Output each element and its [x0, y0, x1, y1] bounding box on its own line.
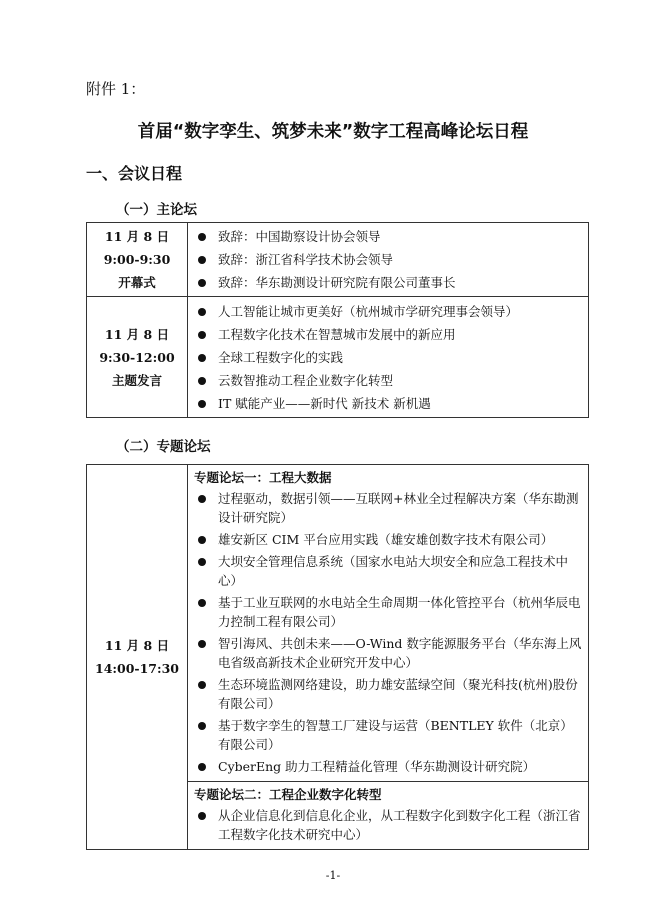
list-item: 基于工业互联网的水电站全生命周期一体化管控平台（杭州华辰电力控制工程有限公司）: [194, 593, 582, 631]
list-item: 大坝安全管理信息系统（国家水电站大坝安全和应急工程技术中心）: [194, 552, 582, 590]
agenda-list: [194, 300, 582, 415]
session-label: 主题发言: [111, 372, 162, 388]
time-cell: [87, 223, 188, 297]
session-label: 开幕式: [118, 275, 156, 290]
topic-forum-table: [86, 464, 589, 850]
agenda-list: [194, 225, 582, 294]
list-item: 致辞：浙江省科学技术协会领导: [194, 248, 582, 271]
date-label: 11 月 8 日: [104, 638, 170, 653]
list-item: 全球工程数字化的实践: [194, 346, 582, 369]
time-label: 9:30-12:00: [99, 349, 175, 365]
list-item: 生态环境监测网络建设，助力雄安蓝绿空间（聚光科技(杭州)股份有限公司）: [194, 675, 582, 713]
table-row: [87, 297, 589, 418]
list-item: 过程驱动，数据引领——互联网+林业全过程解决方案（华东勘测设计研究院）: [194, 489, 582, 527]
section-heading-schedule: 一、会议日程: [86, 164, 183, 183]
list-item: 从企业信息化到信息化企业，从工程数字化到数字化工程（浙江省工程数字化技术研究中心）: [194, 806, 582, 844]
forum1-title: 专题论坛一：工程大数据: [194, 470, 332, 485]
list-item: 致辞：华东勘测设计研究院有限公司董事长: [194, 271, 582, 294]
list-item: 智引海风、共创未来——O-Wind 数字能源服务平台（华东海上风电省级高新技术企业研究开发中心）: [194, 634, 582, 672]
table-row: [87, 223, 589, 297]
forum1-cell: [188, 465, 589, 782]
list-item: 基于数字孪生的智慧工厂建设与运营（BENTLEY 软件（北京）有限公司）: [194, 716, 582, 754]
forum2-cell: [188, 782, 589, 850]
time-label: 14:00-17:30: [95, 661, 179, 676]
time-cell: [87, 465, 188, 850]
list-item: 雄安新区 CIM 平台应用实践（雄安雄创数字技术有限公司）: [194, 530, 582, 549]
list-item: 云数智推动工程企业数字化转型: [194, 369, 582, 392]
list-item: 致辞：中国勘察设计协会领导: [194, 225, 582, 248]
forum1-list: [194, 489, 582, 776]
list-item: CyberEng 助力工程精益化管理（华东勘测设计研究院）: [194, 757, 582, 776]
forum2-list: [194, 806, 582, 844]
topic-forum-heading: （二）专题论坛: [116, 439, 211, 455]
list-item: IT 赋能产业——新时代 新技术 新机遇: [194, 392, 582, 415]
date-label: 11 月 8 日: [104, 229, 170, 244]
list-item: 人工智能让城市更美好（杭州城市学研究理事会领导）: [194, 300, 582, 323]
items-cell: [188, 223, 589, 297]
main-forum-table: [86, 222, 589, 418]
page-number: -1-: [325, 869, 341, 882]
time-cell: [87, 297, 188, 418]
time-label: 9:00-9:30: [103, 252, 171, 267]
items-cell: [188, 297, 589, 418]
table-row: [87, 465, 589, 782]
page-title: 首届“数字孪生、筑梦未来”数字工程高峰论坛日程: [137, 122, 529, 142]
attachment-label: 附件 1：: [86, 80, 146, 98]
date-label: 11 月 8 日: [104, 326, 170, 342]
list-item: 工程数字化技术在智慧城市发展中的新应用: [194, 323, 582, 346]
main-forum-heading: （一）主论坛: [116, 202, 197, 218]
forum2-title: 专题论坛二：工程企业数字化转型: [194, 787, 382, 802]
